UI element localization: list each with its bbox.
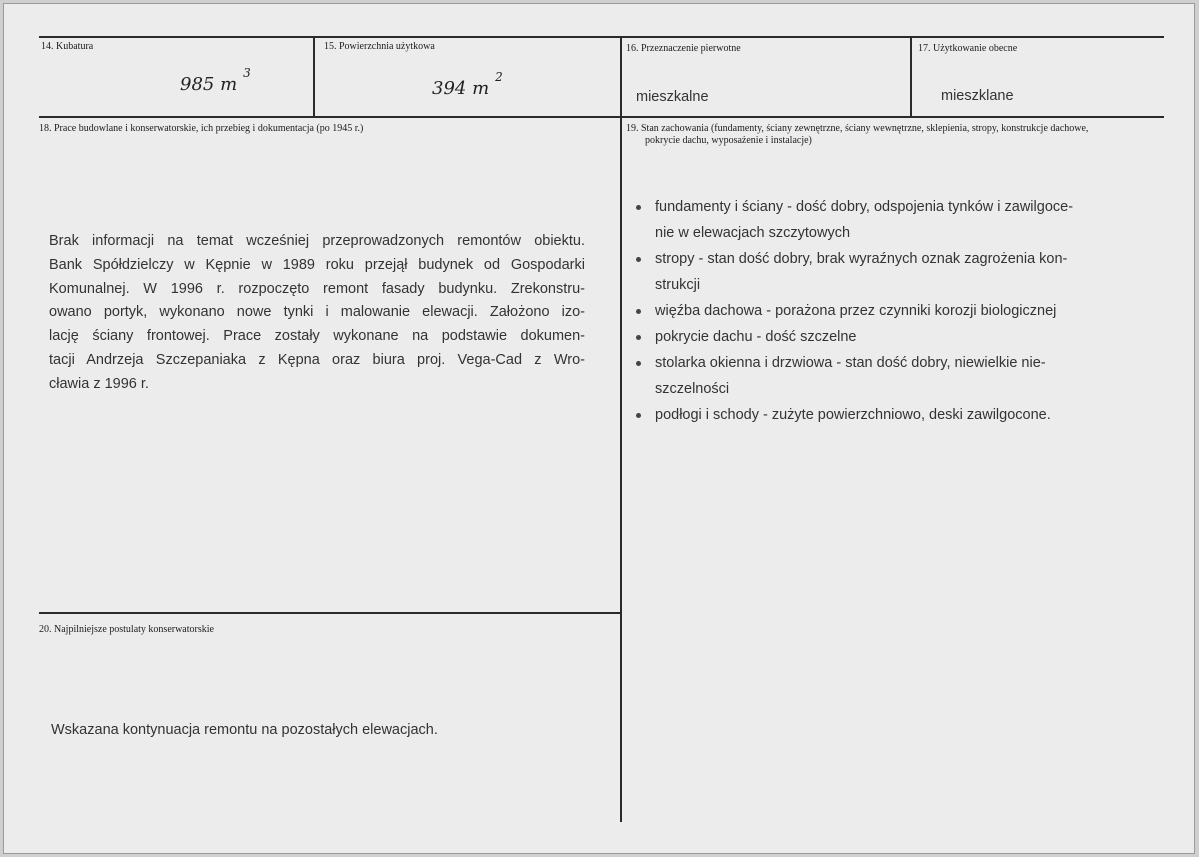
- top-border-line: [39, 36, 1164, 38]
- stan-label-line1: 19. Stan zachowania (fundamenty, ściany zewnętrzne, ściany wewnętrzne, sklepienia, stropy, konstrukcje dachowe,: [626, 123, 1089, 134]
- prace-line: Komunalnej. W 1996 r. rozpoczęto remont fasady budynku. Zrekonstru-: [49, 280, 585, 297]
- prace-line: cławia z 1996 r.: [49, 375, 149, 392]
- col-divider-14-15: [313, 36, 315, 118]
- list-item: pokrycie dachu - dość szczelne: [635, 324, 1143, 350]
- section-20-divider-line: [39, 612, 622, 614]
- stan-list: [635, 194, 1143, 428]
- kubatura-label: 14. Kubatura: [41, 41, 94, 52]
- uzytkowanie-label: 17. Użytkowanie obecne: [918, 43, 1018, 54]
- prace-label: 18. Prace budowlane i konserwatorskie, ich przebieg i dokumentacja (po 1945 r.): [39, 123, 364, 134]
- uzytkowanie-value: mieszklane: [941, 88, 1014, 104]
- prace-line: Brak informacji na temat wcześniej przeprowadzonych remontów obiektu.: [49, 233, 585, 249]
- postulaty-value: Wskazana kontynuacja remontu na pozostałych elewacjach.: [51, 722, 438, 738]
- row-divider-line: [39, 116, 1164, 118]
- record-card-sheet: [3, 3, 1195, 854]
- prace-line: Bank Spółdzielczy w Kępnie w 1989 roku przejął budynek od Gospodarki: [49, 256, 585, 273]
- powierzchnia-label: 15. Powierzchnia użytkowa: [324, 41, 435, 52]
- prace-line: lację ściany frontowej. Prace zostały wykonane na podstawie dokumen-: [49, 328, 585, 345]
- list-item: stropy - stan dość dobry, brak wyraźnych oznak zagrożenia kon- strukcji: [635, 246, 1143, 298]
- col-divider-15-16: [620, 36, 622, 118]
- prace-line: tacji Andrzeja Szczepaniaka z Kępna oraz biura proj. Vega-Cad z Wro-: [49, 351, 585, 368]
- prace-text: [49, 230, 585, 397]
- przeznaczenie-value: mieszkalne: [636, 89, 709, 105]
- postulaty-label: 20. Najpilniejsze postulaty konserwatorskie: [39, 624, 214, 635]
- przeznaczenie-label: 16. Przeznaczenie pierwotne: [626, 43, 741, 54]
- prace-line: owano portyk, wykonano nowe tynki i malowanie elewacji. Założono izo-: [49, 304, 585, 321]
- kubatura-value: 985 $m^3$: [180, 66, 251, 95]
- powierzchnia-value: 394 $m^2$: [432, 70, 503, 99]
- main-vertical-divider: [620, 116, 622, 822]
- list-item: podłogi i schody - zużyte powierzchniowo, deski zawilgocone.: [635, 402, 1143, 428]
- list-item: więźba dachowa - porażona przez czynniki korozji biologicznej: [635, 298, 1143, 324]
- col-divider-16-17: [910, 36, 912, 118]
- list-item: stolarka okienna i drzwiowa - stan dość dobry, niewielkie nie- szczelności: [635, 350, 1143, 402]
- list-item: fundamenty i ściany - dość dobry, odspojenia tynków i zawilgoce- nie w elewacjach szczytowych: [635, 194, 1143, 246]
- stan-label-line2: pokrycie dachu, wyposażenie i instalacje): [645, 135, 812, 146]
